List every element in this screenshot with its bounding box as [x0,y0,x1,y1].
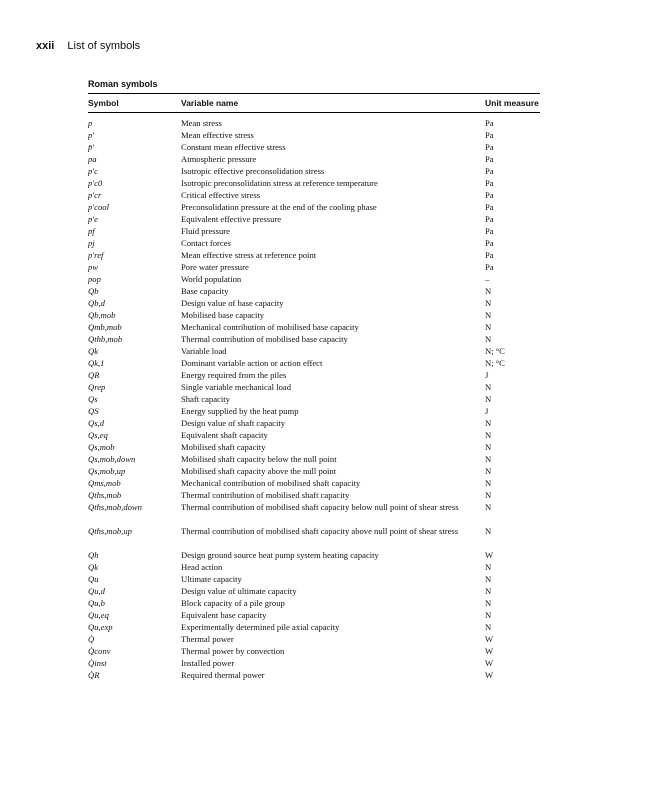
variable-name-cell: Isotropic effective preconsolidation stress [181,166,325,176]
unit-cell: N; °C [485,346,505,356]
column-headers [88,98,540,110]
unit-cell: – [485,274,490,284]
table-row [88,381,540,393]
unit-cell: N [485,574,492,584]
table-row [88,285,540,297]
variable-name-cell: Mechanical contribution of mobilised base capacity [181,322,359,332]
variable-name-cell: Thermal contribution of mobilised shaft capacity above null point of shear stress [181,526,459,536]
unit-cell: Pa [485,118,494,128]
table-row [88,453,540,465]
table-row [88,405,540,417]
symbol-cell: Qths,mob [88,490,122,500]
symbol-cell: pj [88,238,95,248]
variable-name-cell: Thermal contribution of mobilised base capacity [181,334,348,344]
symbol-table [88,117,540,681]
variable-name-cell: Isotropic preconsolidation stress at reference temperature [181,178,378,188]
table-row [88,213,540,225]
unit-cell: Pa [485,262,494,272]
variable-name-cell: Thermal contribution of mobilised shaft capacity below null point of shear stress [181,502,459,512]
symbol-cell: Qb,mob [88,310,116,320]
table-row [88,261,540,273]
symbol-cell: Qs,eq [88,430,108,440]
variable-name-cell: Atmospheric pressure [181,154,257,164]
unit-cell: N [485,322,492,332]
unit-cell: J [485,406,489,416]
variable-name-cell: Thermal power [181,634,234,644]
table-row [88,633,540,645]
unit-cell: N [485,562,492,572]
symbol-cell: Q̇inst [88,658,107,668]
symbol-cell: p [88,118,93,128]
table-row [88,669,540,681]
table-row [88,225,540,237]
variable-name-cell: Required thermal power [181,670,265,680]
symbol-cell: Qthb,mob [88,334,123,344]
variable-name-cell: Design value of shaft capacity [181,418,286,428]
unit-cell: J [485,370,489,380]
symbol-cell: Qu,b [88,598,105,608]
unit-cell: N [485,286,492,296]
unit-cell: Pa [485,202,494,212]
column-header-variable: Variable name [181,98,239,108]
unit-cell: W [485,670,494,680]
unit-cell: N [485,334,492,344]
symbol-cell: Qk [88,346,99,356]
unit-cell: Pa [485,250,494,260]
top-rule [88,93,540,94]
variable-name-cell: Mechanical contribution of mobilised shaft capacity [181,478,361,488]
variable-name-cell: World population [181,274,242,284]
symbol-cell: p′cool [88,202,109,212]
variable-name-cell: Installed power [181,658,235,668]
unit-cell: Pa [485,190,494,200]
unit-cell: N [485,526,492,536]
table-row [88,585,540,597]
table-row [88,417,540,429]
unit-cell: N [485,466,492,476]
symbol-cell: QR [88,370,100,380]
symbol-cell: Qs [88,394,98,404]
unit-cell: Pa [485,154,494,164]
unit-cell: Pa [485,214,494,224]
table-row [88,465,540,477]
table-row [88,609,540,621]
table-row [88,129,540,141]
symbol-cell: p̄′ [88,142,95,152]
symbol-cell: Qu,eq [88,610,109,620]
variable-name-cell: Shaft capacity [181,394,230,404]
symbol-cell: QS [88,406,99,416]
unit-cell: W [485,658,494,668]
section-title: Roman symbols [88,79,158,89]
symbol-cell: Qms,mob [88,478,121,488]
symbol-cell: Qmb,mob [88,322,122,332]
column-header-symbol: Symbol [88,98,119,108]
unit-cell: N [485,610,492,620]
column-header-unit: Unit measure [485,98,539,108]
table-row [88,429,540,441]
header-rule [88,112,540,113]
unit-cell: Pa [485,166,494,176]
symbol-cell: Q̇R [88,670,100,680]
unit-cell: Pa [485,142,494,152]
symbol-cell: pf [88,226,95,236]
unit-cell: N [485,418,492,428]
symbol-cell: Qths,mob,up [88,526,132,536]
unit-cell: W [485,646,494,656]
variable-name-cell: Design value of ultimate capacity [181,586,297,596]
symbol-cell: pa [88,154,97,164]
table-row [88,189,540,201]
unit-cell: N [485,490,492,500]
table-row [88,489,540,501]
variable-name-cell: Block capacity of a pile group [181,598,285,608]
symbol-cell: Qu [88,574,99,584]
table-row [88,621,540,633]
symbol-cell: p′c [88,166,98,176]
table-row [88,657,540,669]
variable-name-cell: Preconsolidation pressure at the end of the cooling phase [181,202,377,212]
table-row [88,573,540,585]
table-row [88,117,540,129]
table-row [88,165,540,177]
symbol-cell: Q̇conv [88,646,111,656]
variable-name-cell: Thermal power by convection [181,646,285,656]
unit-cell: W [485,550,494,560]
unit-cell: N [485,622,492,632]
unit-cell: N [485,586,492,596]
symbol-cell: Qu,exp [88,622,113,632]
symbol-cell: Qu,d [88,586,105,596]
variable-name-cell: Head action [181,562,223,572]
variable-name-cell: Critical effective stress [181,190,261,200]
unit-cell: Pa [485,178,494,188]
variable-name-cell: Pore water pressure [181,262,249,272]
table-row [88,201,540,213]
symbol-cell: Qs,mob,up [88,466,126,476]
variable-name-cell: Equivalent effective pressure [181,214,282,224]
running-title: List of symbols [67,40,141,52]
table-row [88,525,540,549]
variable-name-cell: Mobilised base capacity [181,310,265,320]
unit-cell: N [485,430,492,440]
table-row [88,549,540,561]
symbol-cell: p′c0 [88,178,103,188]
symbol-cell: Qs,mob [88,442,115,452]
symbol-cell: Qb [88,286,99,296]
unit-cell: N [485,442,492,452]
variable-name-cell: Design value of base capacity [181,298,284,308]
table-row [88,249,540,261]
table-row [88,297,540,309]
unit-cell: W [485,634,494,644]
symbol-cell: pop [88,274,101,284]
symbol-cell: p′ref [88,250,104,260]
unit-cell: N [485,382,492,392]
table-row [88,645,540,657]
symbol-cell: Qths,mob,down [88,502,142,512]
symbol-cell: p′ [88,130,95,140]
variable-name-cell: Energy required from the piles [181,370,287,380]
table-row [88,441,540,453]
unit-cell: N; °C [485,358,505,368]
unit-cell: Pa [485,238,494,248]
symbol-cell: Qk [88,562,99,572]
variable-name-cell: Experimentally determined pile axial capacity [181,622,340,632]
table-row [88,369,540,381]
unit-cell: N [485,598,492,608]
symbol-cell: Qs,mob,down [88,454,136,464]
symbol-cell: Qh [88,550,99,560]
unit-cell: N [485,394,492,404]
variable-name-cell: Mean effective stress [181,130,254,140]
symbol-cell: Qrep [88,382,106,392]
unit-cell: N [485,478,492,488]
variable-name-cell: Contact forces [181,238,231,248]
symbol-cell: p′cr [88,190,102,200]
table-row [88,345,540,357]
variable-name-cell: Constant mean effective stress [181,142,286,152]
variable-name-cell: Thermal contribution of mobilised shaft capacity [181,490,350,500]
table-row [88,501,540,525]
variable-name-cell: Mean stress [181,118,222,128]
table-row [88,333,540,345]
variable-name-cell: Design ground source heat pump system heating capacity [181,550,379,560]
symbol-cell: pw [88,262,99,272]
variable-name-cell: Equivalent shaft capacity [181,430,268,440]
table-row [88,141,540,153]
symbol-cell: Qk,1 [88,358,105,368]
page-number: xxii [36,40,55,52]
unit-cell: Pa [485,130,494,140]
unit-cell: N [485,298,492,308]
symbol-cell: p′e [88,214,98,224]
table-row [88,321,540,333]
table-row [88,393,540,405]
table-row [88,561,540,573]
variable-name-cell: Energy supplied by the heat pump [181,406,299,416]
table-row [88,237,540,249]
variable-name-cell: Variable load [181,346,227,356]
variable-name-cell: Fluid pressure [181,226,230,236]
unit-cell: Pa [485,226,494,236]
symbol-cell: Qb,d [88,298,105,308]
table-row [88,477,540,489]
variable-name-cell: Equivalent base capacity [181,610,267,620]
table-row [88,153,540,165]
table-row [88,273,540,285]
variable-name-cell: Mobilised shaft capacity [181,442,266,452]
unit-cell: N [485,454,492,464]
page-header [36,40,140,52]
symbol-cell: Q̇ [88,634,95,644]
table-row [88,309,540,321]
unit-cell: N [485,502,492,512]
unit-cell: N [485,310,492,320]
table-row [88,597,540,609]
variable-name-cell: Base capacity [181,286,229,296]
variable-name-cell: Mobilised shaft capacity above the null point [181,466,337,476]
variable-name-cell: Ultimate capacity [181,574,242,584]
variable-name-cell: Dominant variable action or action effect [181,358,323,368]
variable-name-cell: Mobilised shaft capacity below the null point [181,454,337,464]
variable-name-cell: Mean effective stress at reference point [181,250,317,260]
variable-name-cell: Single variable mechanical load [181,382,292,392]
table-row [88,177,540,189]
symbol-cell: Qs,d [88,418,104,428]
table-row [88,357,540,369]
